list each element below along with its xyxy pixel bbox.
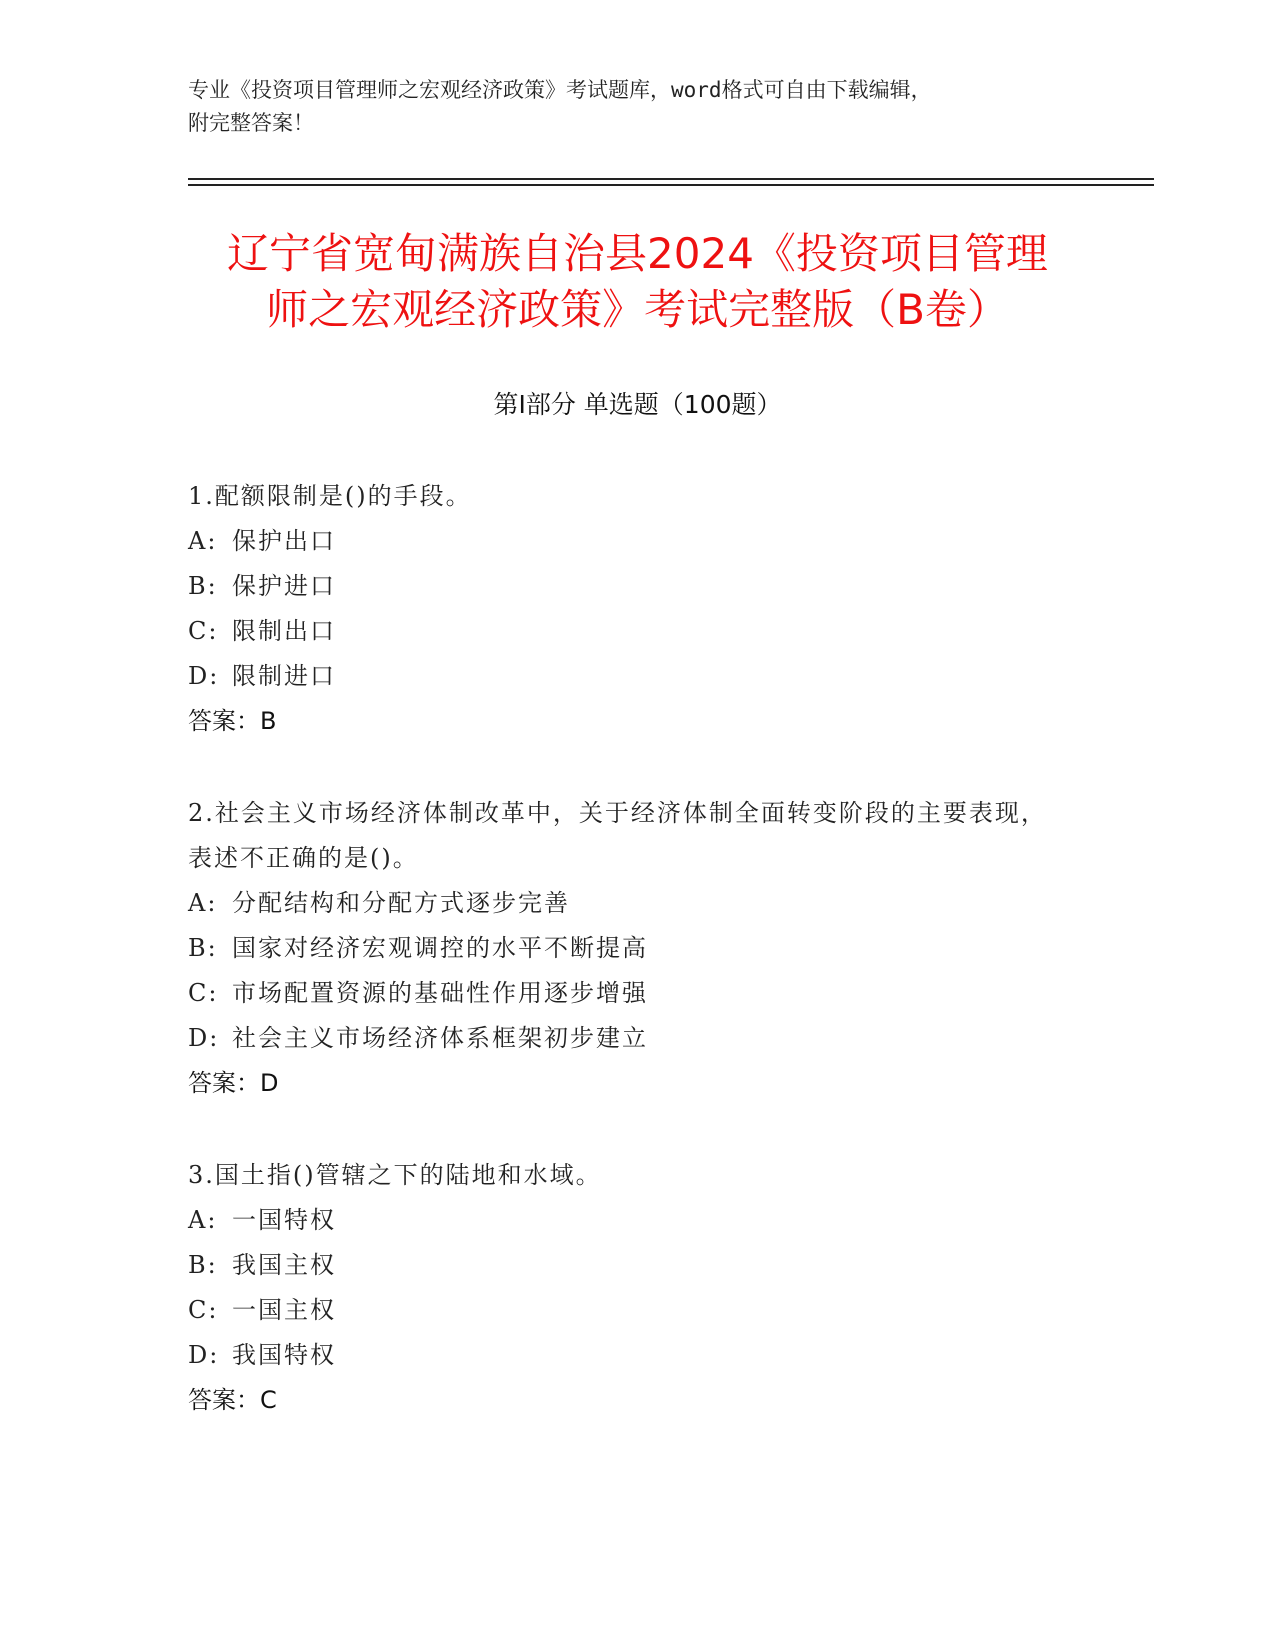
answer-option xyxy=(188,564,1068,609)
answer-option xyxy=(188,519,1068,564)
option-key: B: xyxy=(188,1251,218,1279)
answer-option xyxy=(188,609,1068,654)
option-key: D: xyxy=(188,1024,220,1052)
option-text: 市场配置资源的基础性作用逐步增强 xyxy=(232,979,648,1007)
header-note xyxy=(188,74,1088,140)
option-key: C: xyxy=(188,979,219,1007)
option-key: B: xyxy=(188,572,218,600)
option-text: 一国特权 xyxy=(232,1206,336,1234)
header-divider-top xyxy=(188,178,1154,180)
answer-option xyxy=(188,971,1068,1016)
option-text: 国家对经济宏观调控的水平不断提高 xyxy=(232,934,648,962)
option-text: 我国特权 xyxy=(232,1341,336,1369)
question-text: 配额限制是()的手段。 xyxy=(214,482,472,510)
document-title xyxy=(160,226,1115,338)
question-stem xyxy=(188,474,1068,519)
document-title-line-1: 辽宁省宽甸满族自治县2024《投资项目管理 xyxy=(227,229,1048,278)
option-key: B: xyxy=(188,934,218,962)
question-item xyxy=(188,791,1068,1106)
option-key: A: xyxy=(188,1206,218,1234)
question-answer: 答案：D xyxy=(188,1069,279,1097)
option-key: D: xyxy=(188,662,220,690)
option-key: A: xyxy=(188,527,218,555)
question-answer: 答案：C xyxy=(188,1386,277,1414)
option-text: 我国主权 xyxy=(232,1251,336,1279)
question-number: 3. xyxy=(188,1161,215,1189)
option-text: 保护出口 xyxy=(232,527,336,555)
option-key: A: xyxy=(188,889,218,917)
answer-option xyxy=(188,926,1068,971)
answer-option xyxy=(188,1288,1068,1333)
question-item xyxy=(188,474,1068,744)
header-divider-bottom xyxy=(188,184,1154,186)
question-stem xyxy=(188,1153,1068,1198)
document-title-line-2: 师之宏观经济政策》考试完整版（B卷） xyxy=(266,285,1009,334)
question-number: 1. xyxy=(188,482,215,510)
option-text: 一国主权 xyxy=(232,1296,336,1324)
option-text: 保护进口 xyxy=(232,572,336,600)
header-note-line-1: 专业《投资项目管理师之宏观经济政策》考试题库，word格式可自由下载编辑， xyxy=(188,78,932,102)
option-text: 分配结构和分配方式逐步完善 xyxy=(232,889,570,917)
option-key: C: xyxy=(188,617,219,645)
answer-option xyxy=(188,1243,1068,1288)
question-text: 社会主义市场经济体制改革中，关于经济体制全面转变阶段的主要表现，表述不正确的是()。 xyxy=(188,799,1047,872)
question-item xyxy=(188,1153,1068,1423)
question-text: 国土指()管辖之下的陆地和水域。 xyxy=(214,1161,602,1189)
question-stem xyxy=(188,791,1068,881)
answer-option xyxy=(188,1333,1068,1378)
answer-option xyxy=(188,1016,1068,1061)
option-key: C: xyxy=(188,1296,219,1324)
answer-option xyxy=(188,1198,1068,1243)
option-key: D: xyxy=(188,1341,220,1369)
header-note-line-2: 附完整答案！ xyxy=(188,111,314,135)
option-text: 限制进口 xyxy=(232,662,336,690)
option-text: 限制出口 xyxy=(232,617,336,645)
question-number: 2. xyxy=(188,799,215,827)
answer-option xyxy=(188,881,1068,926)
question-answer: 答案：B xyxy=(188,707,277,735)
section-heading: 第Ⅰ部分 单选题（100题） xyxy=(493,390,782,419)
answer-option xyxy=(188,654,1068,699)
option-text: 社会主义市场经济体系框架初步建立 xyxy=(232,1024,648,1052)
question-list xyxy=(188,474,1068,1470)
